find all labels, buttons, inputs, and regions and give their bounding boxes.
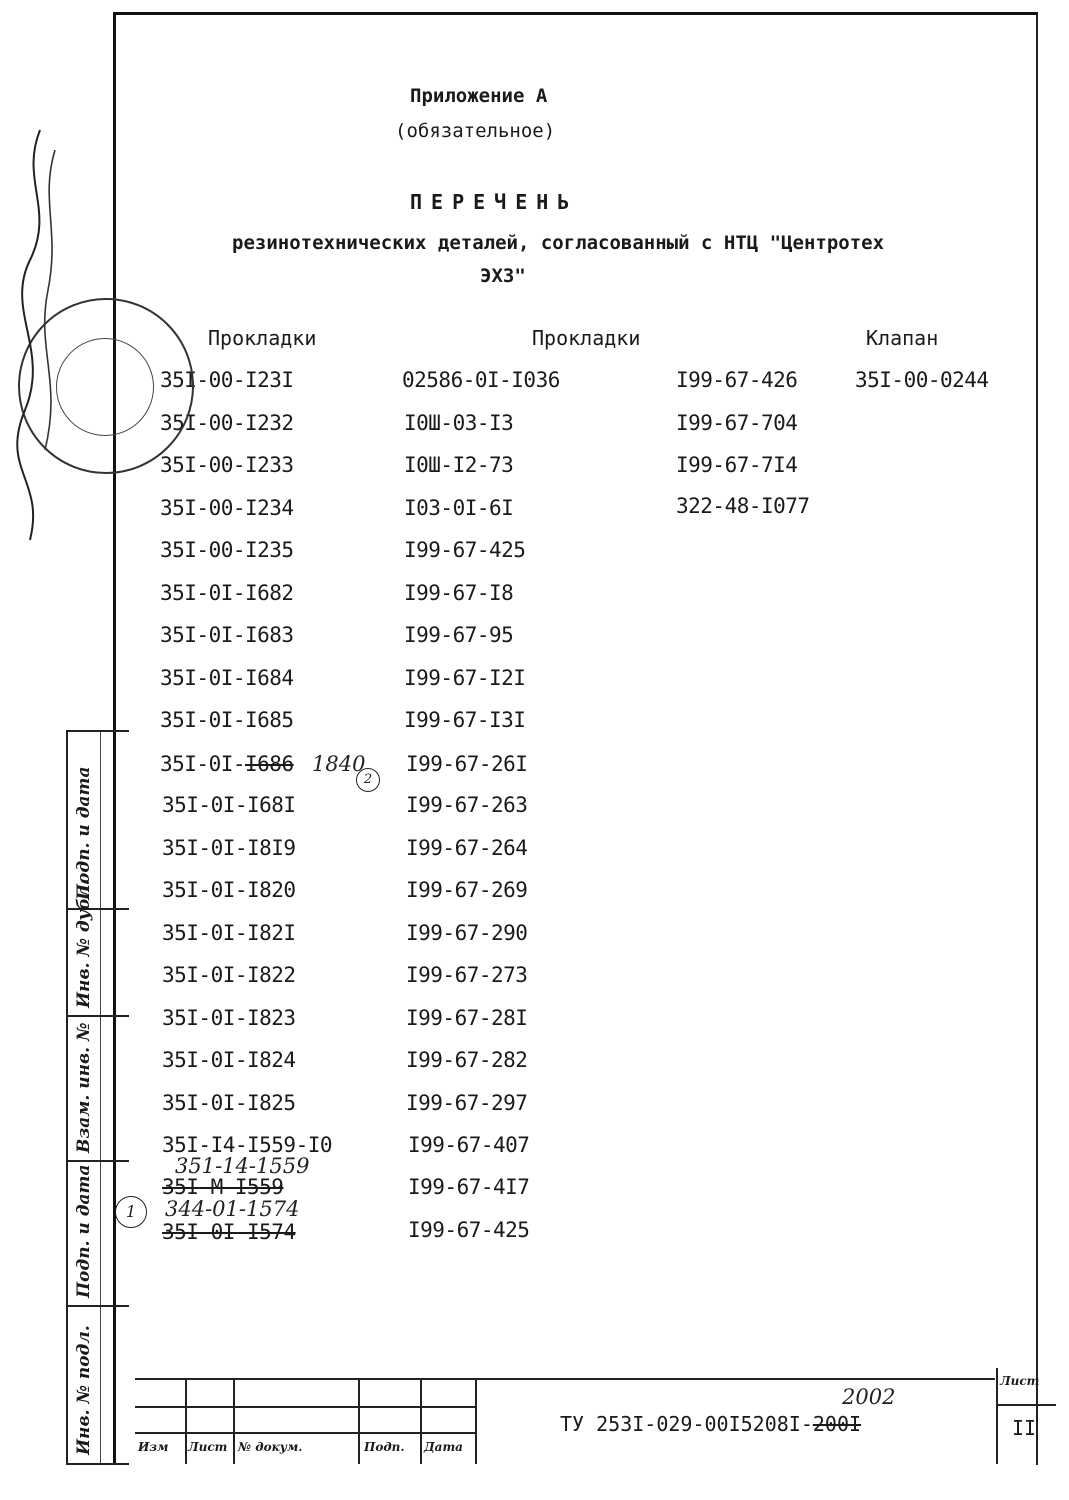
margin-rule (66, 1463, 129, 1465)
struck-item: 35I-0I-I574 (162, 1220, 296, 1244)
col3-item: I99-67-7I4 (676, 453, 798, 477)
title-block-label: Изм (138, 1440, 169, 1454)
col1-item: 35I-00-I234 (160, 496, 294, 520)
col1-item: 35I-00-I23I (160, 368, 294, 392)
document-year-handwritten: 2002 (842, 1385, 896, 1409)
col2-item: I99-67-26I (406, 752, 528, 776)
col1-item: 35I-0I-I683 (160, 623, 294, 647)
col1-header: Прокладки (208, 326, 317, 350)
col1-item: 35I-00-I232 (160, 411, 294, 435)
col2-item: I03-0I-6I (404, 496, 514, 520)
handwritten-correction: 1840 (312, 752, 366, 776)
sheet-number: II (1012, 1416, 1037, 1440)
col1-item: 35I-0I-I820 (162, 878, 296, 902)
title-block-divider (420, 1378, 422, 1464)
col3-item: I99-67-426 (676, 368, 798, 392)
margin-label: Подп. и дата (74, 766, 94, 900)
col2-item: I99-67-I3I (404, 708, 526, 732)
col2-item: I99-67-95 (404, 623, 514, 647)
col2-item: I99-67-273 (406, 963, 528, 987)
circled-note: 2 (356, 768, 380, 792)
struck-text: I686 (245, 752, 294, 776)
handwritten-correction: 351-14-1559 (175, 1154, 310, 1178)
title-block-label: Дата (424, 1440, 463, 1454)
title-block-divider (475, 1378, 477, 1464)
margin-label: Подп. и дата (74, 1164, 94, 1298)
margin-rule (66, 1305, 129, 1307)
col2-item: I99-67-I8 (404, 581, 514, 605)
col2-item: I99-67-407 (408, 1133, 530, 1157)
col1-item: 35I-0I-I822 (162, 963, 296, 987)
document-code-main: ТУ 253I-029-00I5208I- (560, 1412, 813, 1436)
sheet-rule (996, 1404, 1056, 1406)
description-line-2: ЭХЗ" (480, 265, 526, 287)
col1-item: 35I-0I-I685 (160, 708, 294, 732)
col2-item: 02586-0I-I036 (402, 368, 560, 392)
col2-item: I99-67-263 (406, 793, 528, 817)
col2-item: I99-67-290 (406, 921, 528, 945)
title-block-label: № докум. (238, 1440, 303, 1454)
page-frame (113, 12, 1038, 1465)
col2-item: I0Ш-03-I3 (404, 411, 514, 435)
col3-item: I99-67-704 (676, 411, 798, 435)
document-code (560, 1412, 861, 1436)
margin-divider (100, 730, 101, 1465)
handwritten-signature (0, 120, 70, 620)
title-block-divider (233, 1378, 235, 1464)
col1-item: 35I-0I-I824 (162, 1048, 296, 1072)
margin-rule (66, 1015, 129, 1017)
col2-item: I99-67-282 (406, 1048, 528, 1072)
col2-item: I99-67-4I7 (408, 1175, 530, 1199)
col4-item: 35I-00-0244 (855, 368, 989, 392)
title-block-divider (358, 1378, 360, 1464)
col1-item: 35I-0I-I823 (162, 1006, 296, 1030)
col1-item-prefix: 35I-0I- (160, 752, 246, 776)
col1-item: 35I-0I-I684 (160, 666, 294, 690)
page-title: ПЕРЕЧЕНЬ (410, 190, 579, 214)
col2-item: I99-67-28I (406, 1006, 528, 1030)
document-year-struck: 200I (812, 1412, 862, 1436)
col1-item-corrected (160, 752, 294, 776)
handwritten-correction: 344-01-1574 (165, 1197, 300, 1221)
col2-item: I99-67-269 (406, 878, 528, 902)
margin-label: Инв. № дубл. (74, 879, 94, 1008)
title-block-label: Подп. (364, 1440, 405, 1454)
appendix-label: Приложение А (410, 85, 548, 107)
col2-item: I0Ш-I2-73 (404, 453, 514, 477)
margin-label: Инв. № подл. (74, 1325, 94, 1455)
circled-note: 1 (115, 1196, 147, 1228)
col4-header: Клапан (866, 326, 939, 350)
col1-item: 35I-0I-I825 (162, 1091, 296, 1115)
col3-item: 322-48-I077 (676, 494, 810, 518)
description-line-1: резинотехнических деталей, согласованный с НТЦ "Центротех (232, 232, 885, 254)
title-block-rule (135, 1378, 995, 1380)
title-block-divider (185, 1378, 187, 1464)
mandatory-label: (обязательное) (395, 120, 556, 142)
col2-item: I99-67-297 (406, 1091, 528, 1115)
seal-stamp-inner (56, 338, 154, 436)
col1-item: 35I-0I-I82I (162, 921, 296, 945)
col1-item: 35I-0I-I682 (160, 581, 294, 605)
col2-item: I99-67-425 (408, 1218, 530, 1242)
sheet-label: Лист (1000, 1374, 1040, 1388)
col2-header: Прокладки (532, 326, 641, 350)
margin-rule (66, 1160, 129, 1162)
col1-item: 35I-0I-I8I9 (162, 836, 296, 860)
col1-item: 35I-I4-I559-I0 (162, 1133, 333, 1157)
margin-rule (66, 730, 129, 732)
col1-item: 35I-0I-I68I (162, 793, 296, 817)
col1-item: 35I-00-I235 (160, 538, 294, 562)
struck-item: 35I-M-I559 (162, 1175, 284, 1199)
col2-item: I99-67-264 (406, 836, 528, 860)
title-block-label: Лист (188, 1440, 228, 1454)
col1-item: 35I-00-I233 (160, 453, 294, 477)
col2-item: I99-67-I2I (404, 666, 526, 690)
col2-item: I99-67-425 (404, 538, 526, 562)
margin-label: Взам. инв. № (74, 1022, 94, 1153)
